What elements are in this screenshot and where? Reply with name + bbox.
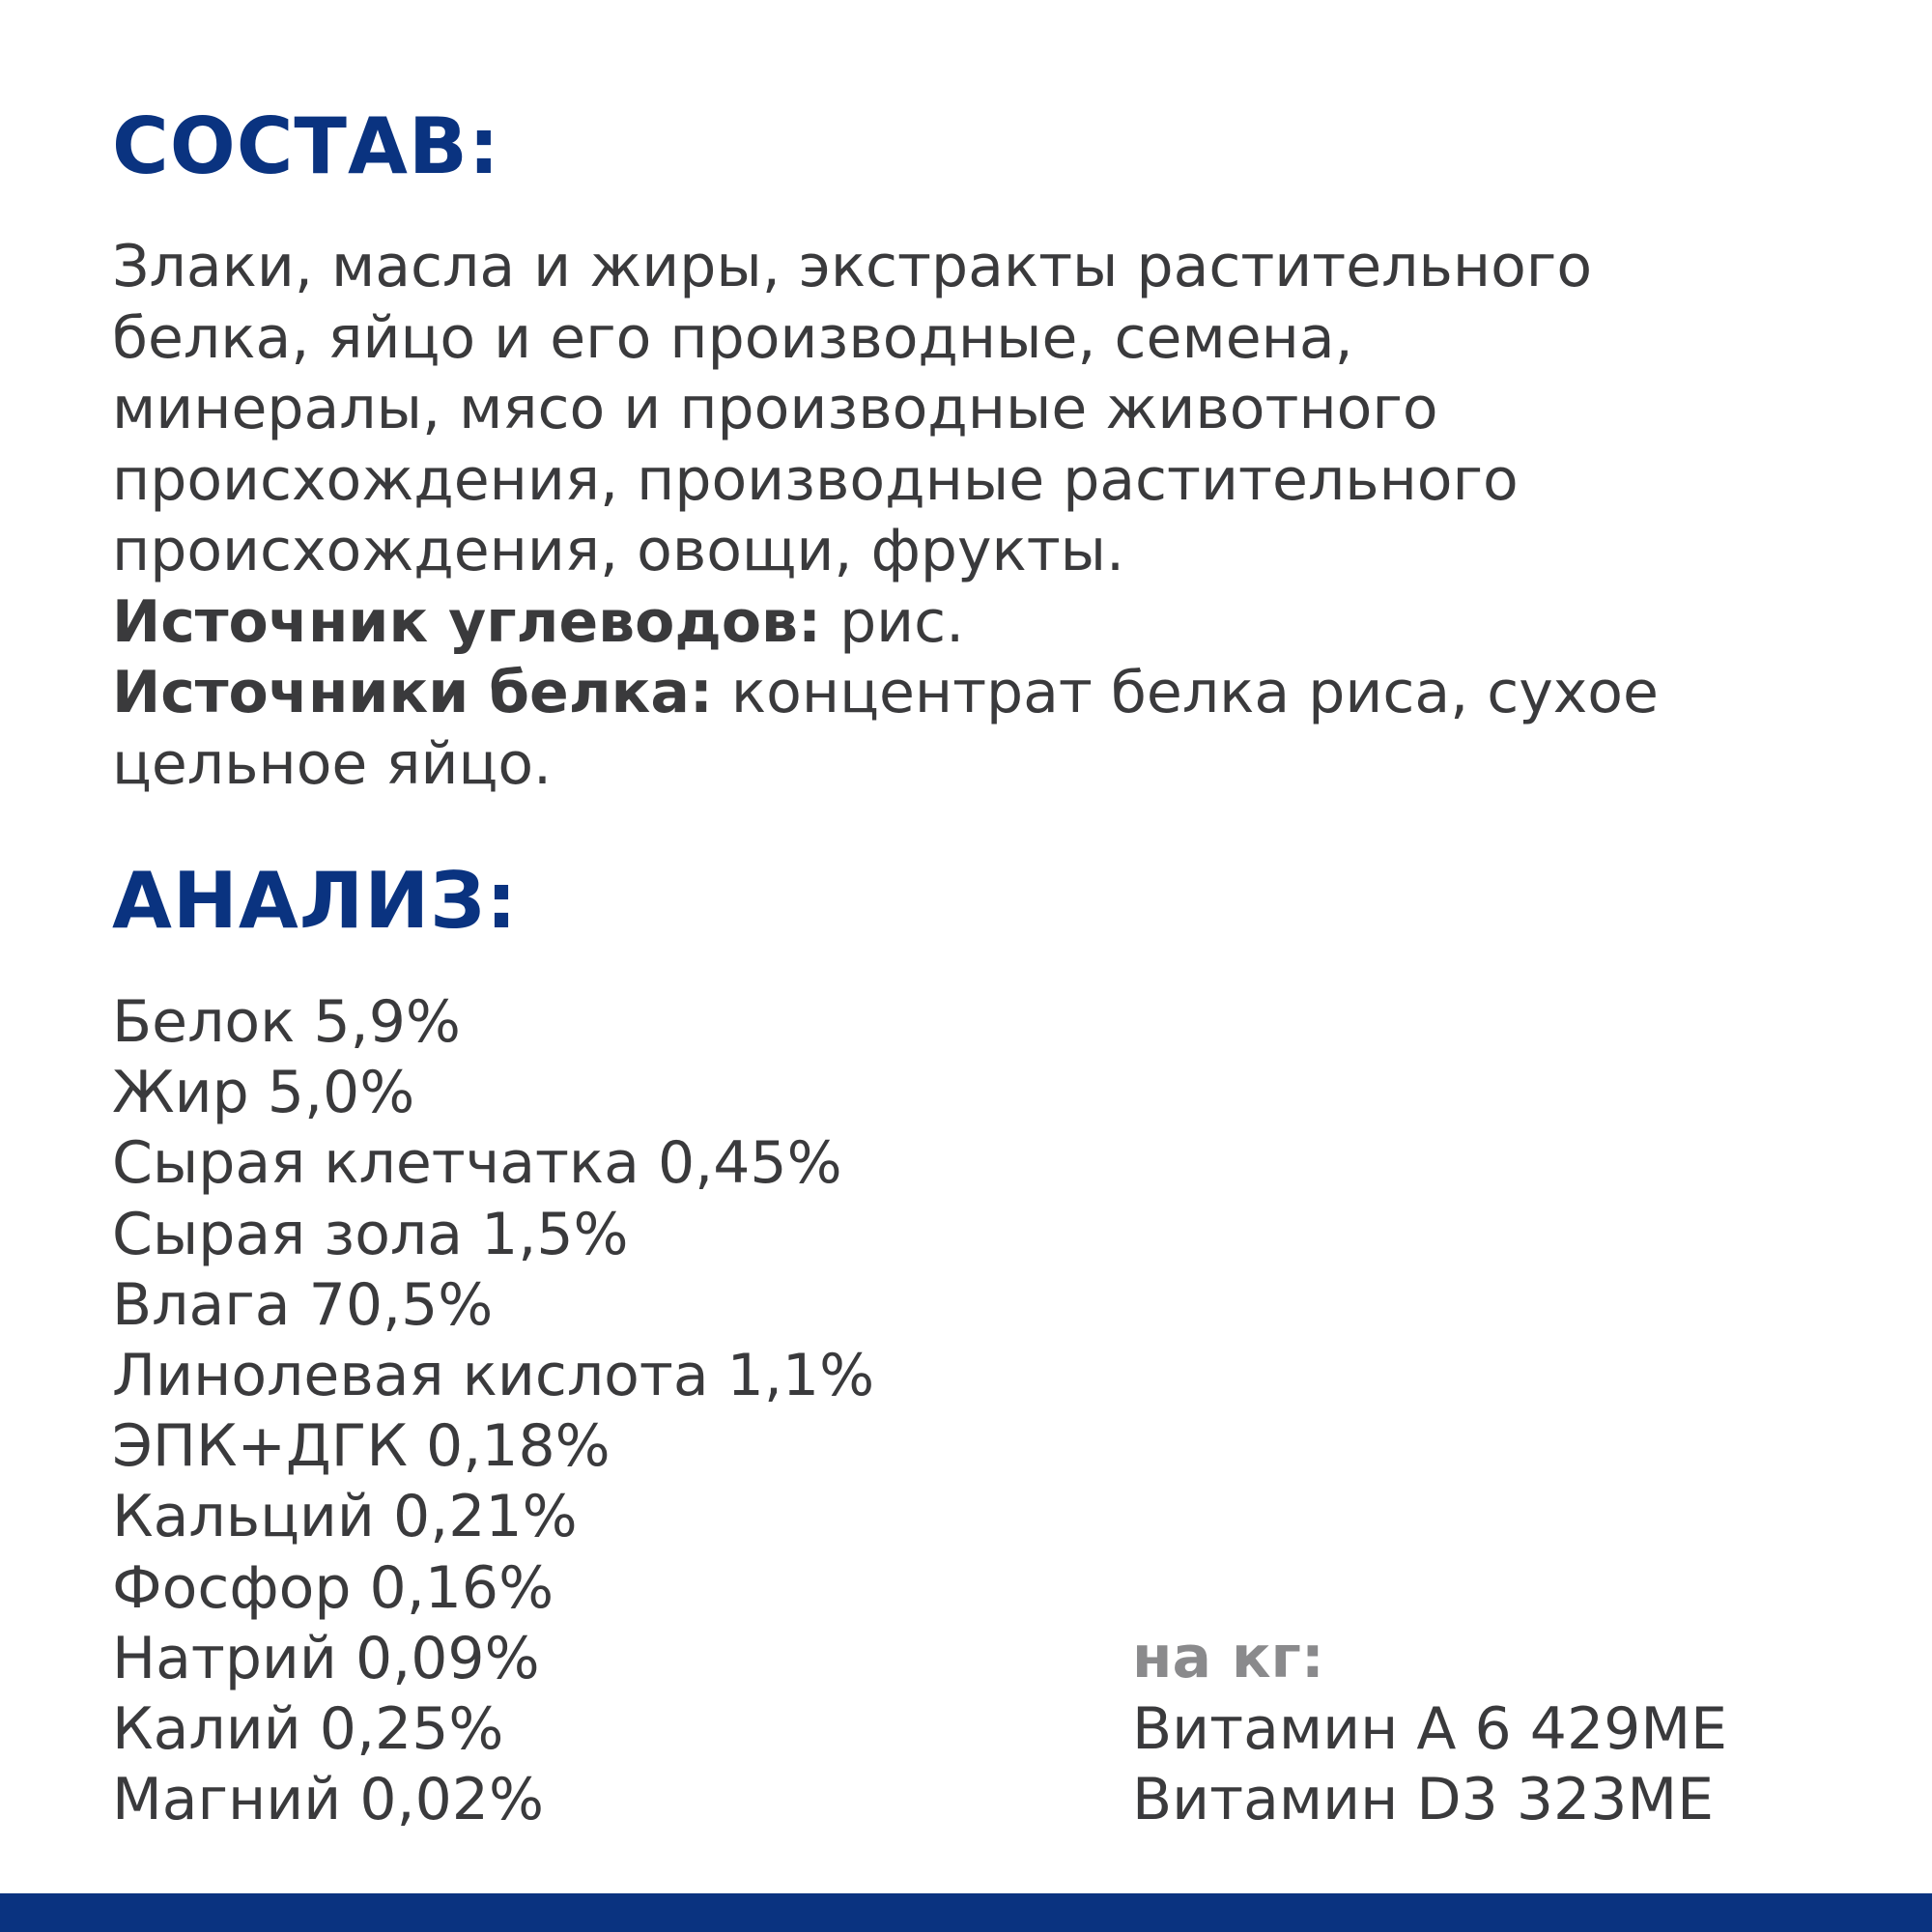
protein-source-value: концентрат белка риса, сухое <box>712 659 1659 726</box>
ingredients-line: происхождения, овощи, фрукты. <box>112 517 1125 584</box>
analysis-item: Белок 5,9% <box>112 988 461 1056</box>
carb-source <box>112 587 1851 659</box>
analysis-item: Натрий 0,09% <box>112 1624 540 1692</box>
vitamin-item: Витамин D3 323МЕ <box>1132 1766 1715 1833</box>
analysis-list <box>112 987 874 1835</box>
analysis-item: Сырая клетчатка 0,45% <box>112 1129 842 1198</box>
ingredients-line: минералы, мясо и производные животного <box>112 375 1438 442</box>
vitamin-item: Витамин А 6 429МЕ <box>1132 1694 1727 1763</box>
per-kg-label: на кг: <box>1132 1624 1324 1691</box>
composition-text <box>112 232 1851 800</box>
analysis-item: Жир 5,0% <box>112 1059 415 1127</box>
analysis-item: Фосфор 0,16% <box>112 1553 554 1622</box>
analysis-item: Кальций 0,21% <box>112 1483 578 1551</box>
per-kg-block <box>1132 1623 1727 1836</box>
analysis-title: АНАЛИЗ: <box>112 856 519 946</box>
ingredients-line: происхождения, производные растительного <box>112 445 1519 514</box>
protein-source-label: Источники белка: <box>112 659 713 726</box>
carb-source-value: рис. <box>821 587 965 656</box>
analysis-item: Линолевая кислота 1,1% <box>112 1342 875 1410</box>
protein-source <box>112 658 1851 729</box>
ingredients-line: белка, яйцо и его производные, семена, <box>112 303 1353 372</box>
analysis-item: Влага 70,5% <box>112 1270 494 1339</box>
footer-bar <box>0 1893 1932 1932</box>
carb-source-label: Источник углеводов: <box>112 587 822 656</box>
composition-title: СОСТАВ: <box>112 101 500 191</box>
analysis-item: Сырая зола 1,5% <box>112 1200 629 1268</box>
analysis-item: ЭПК+ДГК 0,18% <box>112 1412 611 1481</box>
ingredients-line: Злаки, масла и жиры, экстракты растительного <box>112 233 1593 300</box>
analysis-item: Магний 0,02% <box>112 1766 544 1834</box>
analysis-item: Калий 0,25% <box>112 1695 504 1764</box>
protein-source-continued: цельное яйцо. <box>112 729 553 798</box>
